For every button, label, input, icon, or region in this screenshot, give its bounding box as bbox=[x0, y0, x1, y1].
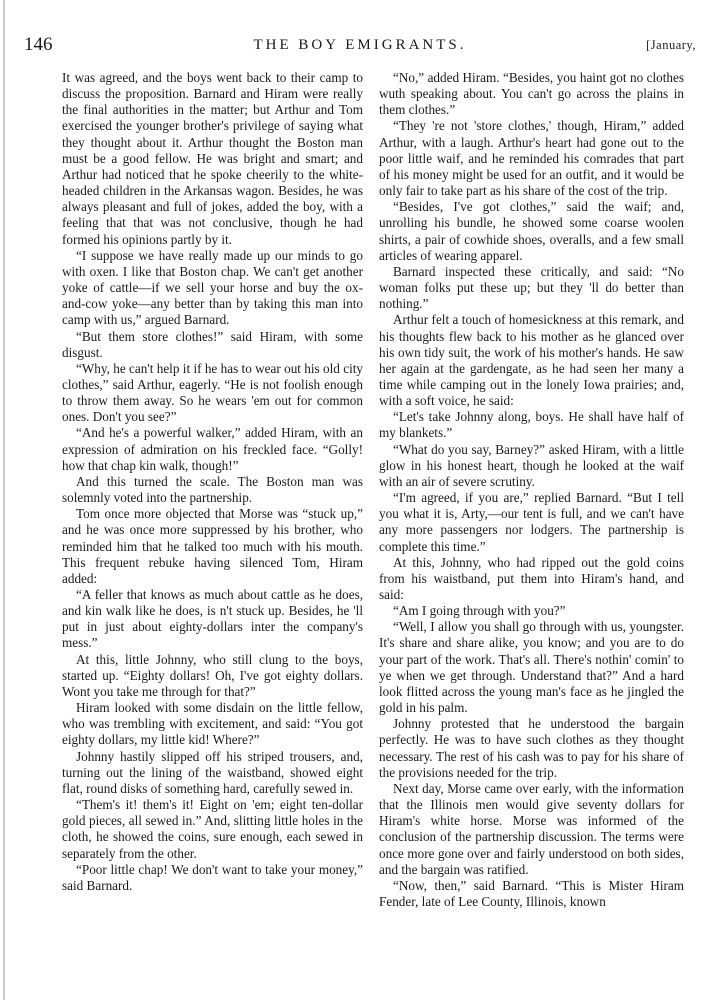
paragraph: At this, little Johnny, who still clung to the boys, started up. “Eighty dollars! Oh, I've got eighty dollars. Wont you take me through for that?” bbox=[62, 651, 363, 699]
page-header bbox=[24, 34, 696, 56]
paragraph: “And he's a powerful walker,” added Hiram, with an expression of admiration on his freckled face. “Golly! how that chap kin walk, though!” bbox=[62, 425, 363, 473]
running-title: THE BOY EMIGRANTS. bbox=[253, 37, 467, 53]
paragraph: “Why, he can't help it if he has to wear out his old city clothes,” said Arthur, eagerly. “He is not foolish enough to throw them away. So he wears 'em out for common ones. Don't you see?” bbox=[62, 360, 363, 425]
right-column bbox=[379, 70, 684, 910]
paragraph: “Well, I allow you shall go through with us, youngster. It's share and share alike, you know; and you are to do your part of the work. That's all. There's nothin' comin' to ye when we get through. Understand that?” And a hard look flitted across the young man's face as he jingled the gold in his palm. bbox=[379, 619, 684, 716]
paragraph: Johnny hastily slipped off his striped trousers, and, turning out the lining of the waistband, showed eight flat, round disks of something hard, carefully sewed in. bbox=[62, 748, 363, 796]
paragraph: It was agreed, and the boys went back to their camp to discuss the proposition. Barnard and Hiram were really the final authorities in the matter; but Arthur and Tom exercised the younger brother's privilege of saying what they thought about it. Arthur thought the Boston man must be a good fellow. He was bright and smart; and Arthur had noticed that he spoke cheerily to the white-headed children in the Arkansas wagon. Besides, he was always pleasant and full of jokes, added the boy, with a feeling that that was not conclusive, though he had formed his opinions partly by it. bbox=[62, 70, 363, 247]
page-number: 146 bbox=[24, 34, 53, 55]
paragraph: “I'm agreed, if you are,” replied Barnard. “But I tell you what it is, Arty,—our tent is full, and we can't have any more passengers nor lodgers. The partnership is complete this time.” bbox=[379, 490, 684, 554]
paragraph: “But them store clothes!” said Hiram, with some disgust. bbox=[62, 328, 363, 360]
paragraph: “Now, then,” said Barnard. “This is Mister Hiram Fender, late of Lee County, Illinois, known bbox=[379, 877, 684, 909]
issue-month: [January, bbox=[646, 38, 696, 52]
paragraph: “No,” added Hiram. “Besides, you haint got no clothes wuth speaking about. You can't go across the plains in them clothes.” bbox=[379, 70, 684, 118]
paragraph: Johnny protested that he understood the bargain perfectly. He was to have such clothes as they thought necessary. The rest of his cash was to pay for his share of the provisions needed for the trip. bbox=[379, 716, 684, 780]
page-edge-shadow bbox=[3, 0, 5, 1000]
paragraph: “I suppose we have really made up our minds to go with oxen. I like that Boston chap. We can't get another yoke of cattle—if we sell your horse and buy the ox-and-cow yoke—any better than by taking this man into camp with us,” argued Barnard. bbox=[62, 247, 363, 328]
paragraph: Next day, Morse came over early, with the information that the Illinois men would give seventy dollars for Hiram's white horse. Morse was informed of the conclusion of the partnership discussion. The terms were once more gone over and fairly understood on both sides, and the bargain was ratified. bbox=[379, 780, 684, 877]
paragraph: “Let's take Johnny along, boys. He shall have half of my blankets.” bbox=[379, 409, 684, 441]
paragraph: “Besides, I've got clothes,” said the waif; and, unrolling his bundle, he showed some coarse woolen shirts, a pair of cowhide shoes, overalls, and a few small articles of wearing apparel. bbox=[379, 199, 684, 263]
paragraph: Hiram looked with some disdain on the little fellow, who was trembling with excitement, and said: “You got eighty dollars, my little kid! Where?” bbox=[62, 700, 363, 748]
paragraph: “What do you say, Barney?” asked Hiram, with a little glow in his honest heart, though he looked at the waif with an air of severe scrutiny. bbox=[379, 441, 684, 489]
left-column bbox=[62, 70, 363, 894]
paragraph: And this turned the scale. The Boston man was solemnly voted into the partnership. bbox=[62, 473, 363, 506]
paragraph: At this, Johnny, who had ripped out the gold coins from his waistband, put them into Hiram's hand, and said: bbox=[379, 554, 684, 602]
paragraph: Tom once more objected that Morse was “stuck up,” and he was once more suppressed by his brother, who reminded him that he talked too much with his mouth. This frequent rebuke having silenced Tom, Hiram added: bbox=[62, 506, 363, 586]
paragraph: “Them's it! them's it! Eight on 'em; eight ten-dollar gold pieces, all sewed in.” And, slitting little holes in the cloth, he showed the coins, sure enough, each sewed in separately from the other. bbox=[62, 797, 363, 861]
paragraph: “Am I going through with you?” bbox=[393, 603, 566, 619]
paragraph: “Poor little chap! We don't want to take your money,” said Barnard. bbox=[62, 861, 363, 893]
paragraph: “A feller that knows as much about cattle as he does, and kin walk like he does, is n't stuck up. Besides, he 'll put in just about eighty-dollars inter the company's mess.” bbox=[62, 587, 363, 651]
paragraph: Arthur felt a touch of homesickness at this remark, and his thoughts flew back to his mother as he glanced over his own tidy suit, the work of his mother's hands. He saw her again at the gardengate, as he had seen her many a time while camping out in the lonely Iowa prairies; and, with a soft voice, he said: bbox=[379, 312, 684, 409]
paragraph: “They 're not 'store clothes,' though, Hiram,” added Arthur, with a laugh. Arthur's heart had gone out to the poor little waif, and he reminded his comrades that part of his money might be used for an outfit, and it would be only fair to take part as his share of the cost of the trip. bbox=[379, 118, 684, 199]
paragraph: Barnard inspected these critically, and said: “No woman folks put these up; but they 'll do better than nothing.” bbox=[379, 263, 684, 312]
